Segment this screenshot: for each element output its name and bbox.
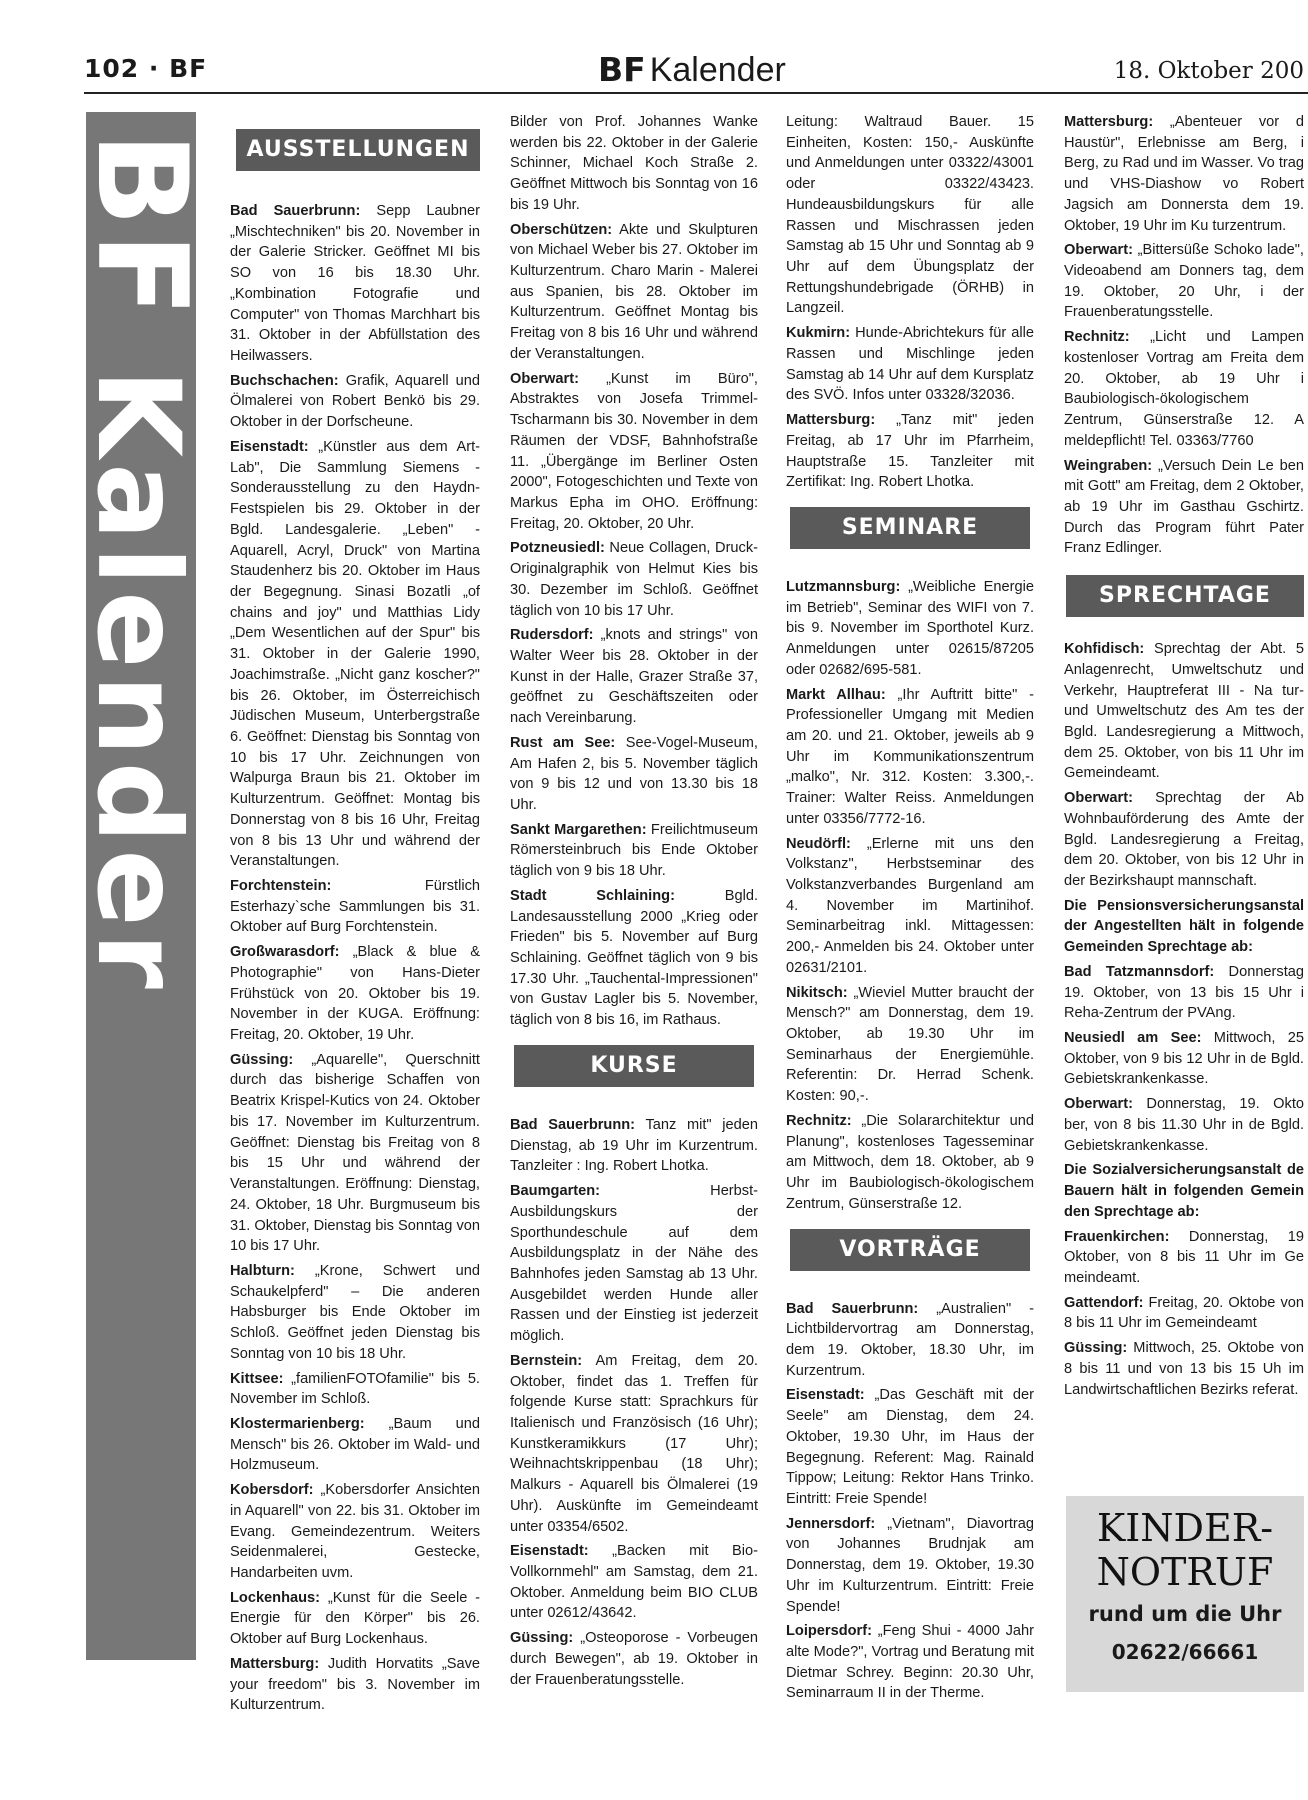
entry-place: Rudersdorf: <box>510 627 594 644</box>
entry-place: Güssing: <box>510 1630 574 1647</box>
entry-place: Loipersdorf: <box>786 1623 872 1640</box>
entry-place: Güssing: <box>230 1051 294 1068</box>
list-seminare <box>786 577 1034 1215</box>
section-title-text: Kalender <box>649 51 786 89</box>
ad-subline: rund um die Uhr <box>1088 1602 1282 1626</box>
entry-text: „Das Geschäft mit der Seele" am Dienstag, dem 24. Oktober, 19.30 Uhr, im Haus der Begegnung. Referent: Mag. Rainald Tippow; Leitung: Rektor Hans Trinko. Eintritt: Freie Spende! <box>786 1387 1034 1507</box>
list-item <box>1064 962 1304 1024</box>
entry-text: „Erlerne mit uns den Volkstanz", Herbstseminar des Volkstanzverbandes Burgenland am 4. November im Martinihof. Seminarbeitrag inkl. Mittagessen: 200,- Anmelden bis 24. Oktober unter 02631/2101. <box>786 835 1034 976</box>
entry-text: „Kunst im Büro", Abstraktes von Josefa Trimmel-Tscharmann bis 30. November in dem Räumen der VDSF, Bahnhofstraße 11. „Übergänge im Berliner Osten 2000", Fotogeschichten und Texte von Markus Epha im OHO. Eröffnung: Freitag, 20. Oktober, 20 Uhr. <box>510 370 758 532</box>
bf-logo: BF <box>598 50 646 89</box>
sidebar-banner <box>69 112 213 1660</box>
entry-text: „Bittersüße Schoko lade", Videoabend am Donners tag, dem 19. Oktober, 20 Uhr, i der Frauenberatungsstelle. <box>1064 242 1304 321</box>
list-item <box>230 1414 480 1476</box>
list-item <box>230 437 480 872</box>
entry-place: Großwarasdorf: <box>230 944 340 961</box>
entry-text: „Versuch Dein Le ben mit Gott" am Freitag, dem 2 Oktober, ab 19 Uhr im Gasthau Gschirtz. Durch das Program führt Pater Franz Edlinger. <box>1064 457 1304 557</box>
entry-place: Klostermarienberg: <box>230 1415 365 1432</box>
entry-text: Grafik, Aquarell und Ölmalerei von Robert Benkö bis 29. Oktober in der Dorfscheune. <box>230 372 480 431</box>
list-item <box>1064 1160 1304 1222</box>
entry-place: Lockenhaus: <box>230 1589 321 1606</box>
entry-text: Neue Collagen, Druck- Originalgraphik von Helmut Kies bis 30. Dezember im Schloß. Geöffnet täglich von 10 bis 17 Uhr. <box>510 540 758 619</box>
section-heading-vortraege: VORTRÄGE <box>790 1229 1030 1271</box>
entry-place: Halbturn: <box>230 1262 295 1279</box>
section-title <box>598 50 786 90</box>
sidebar-logo: BF <box>69 132 213 324</box>
list-ausstellungen <box>230 201 480 1716</box>
entry-text: „knots and strings" von Walter Weer bis 28. Oktober in der Kunst in der Halle, Grazer Straße 37, geöffnet zu Geschäftszeiten oder nach Vereinbarung. <box>510 627 758 727</box>
entry-text: „Tanz mit" jeden Freitag, ab 17 Uhr im Pfarrheim, Hauptstraße 15. Tanzleiter mit Zertifikat: Ing. Robert Lhotka. <box>786 412 1034 491</box>
section-heading-kurse: KURSE <box>514 1045 754 1087</box>
list-item <box>510 369 758 535</box>
list-item <box>510 820 758 882</box>
column-1 <box>230 125 480 1720</box>
issue-date: 18. Oktober 200 <box>1113 58 1304 84</box>
list-item <box>510 1115 758 1177</box>
column-4 <box>1064 112 1304 1404</box>
entry-text: „Backen mit Bio-Vollkornmehl" am Samstag, dem 21. Oktober. Anmeldung beim BIO CLUB unter 02612/43642. <box>510 1543 758 1622</box>
entry-place: Bad Sauerbrunn: <box>510 1116 636 1133</box>
entry-text: „Künstler aus dem Art-Lab", Die Sammlung Siemens - Sonderausstellung zu den Haydn-Festspielen bis 29. Oktober in der Bgld. Landesgalerie. „Leben" - Aquarell, Acryl, Druck" von Martina Staudenherz bis 20. Oktober im Haus der Begegnung. Sinasi Bozatli „of chains and joy" und Matthias Lidy „Dem Wesentlichen auf der Spur" bis 31. Oktober in der Galerie 1990, Joachimstraße. „Nicht ganz koscher?" bis 26. Oktober, im Österreichisch Jüdischen Museum, Unterbergstraße 6. Geöffnet: Dienstag bis Sonntag von 10 bis 17 Uhr. Zeichnungen von Walpurga Braun bis 21. Oktober im Kulturzentrum. Geöffnet: Montag bis Donnerstag von 8 bis 16 Uhr, Freitag von 8 bis 13 Uhr und während der Veranstaltungen. <box>230 438 480 870</box>
entry-text: Sepp Laubner „Mischtechniken" bis 20. November in der Galerie Stricker. Geöffnet MI bis SO von 16 bis 18.30 Uhr. „Kombination Fotografie und Computer" von Thomas Marchhart bis 31. Oktober in der Abfüllstation des Heilwassers. <box>230 203 480 365</box>
entry-place: Oberwart: <box>1064 242 1133 259</box>
list-item <box>510 1541 758 1624</box>
entry-text: „familienFOTOfamilie" bis 5. November im Schloß. <box>230 1370 480 1408</box>
entry-text: Sprechtag der Abt. 5 Anlagenrecht, Umweltschutz und Verkehr, Hauptreferat III - Na tur- und Umweltschutz des Am tes der Bgld. Landesregierung a Mittwoch, dem 25. Oktober, von bis 11 Uhr im Gemeindeamt. <box>1064 641 1304 782</box>
sidebar-word: Kalender <box>72 368 205 995</box>
list-item <box>510 220 758 365</box>
ad-phone: 02622/66661 <box>1111 1640 1259 1664</box>
list-ausstellungen-cont <box>510 112 758 1031</box>
list-item <box>1064 1227 1304 1289</box>
list-item <box>1064 327 1304 451</box>
list-item <box>230 201 480 367</box>
entry-place: Kobersdorf: <box>230 1482 314 1499</box>
entry-place: Gattendorf: <box>1064 1294 1144 1311</box>
entry-place: Rust am See: <box>510 734 616 751</box>
entry-place: Die Sozialversicherungsanstalt de Bauern hält in folgenden Gemein den Sprechtage ab: <box>1064 1162 1304 1220</box>
list-item <box>230 1050 480 1257</box>
list-item <box>1064 1338 1304 1400</box>
list-item <box>230 371 480 433</box>
ad-headline-1: KINDER- <box>1096 1506 1274 1550</box>
entry-text: Leitung: Waltraud Bauer. 15 Einheiten, Kosten: 150,- Auskünfte und Anmeldungen unter 03322/43001 oder 03322/43423. Hundeausbildungskurs für alle Rassen und Mischrassen jeden Samstag ab 15 Uhr und Sonntag ab 9 Uhr auf dem Übungsplatz der Rettungshundebrigade (ÖRHB) in Langzeil. <box>786 114 1034 317</box>
entry-text: „Weibliche Energie im Betrieb", Seminar des WIFI von 7. bis 9. November im Sporthotel Kurz. Anmeldungen unter 02615/87205 oder 02682/695-581. <box>786 578 1034 678</box>
entry-text: „Vietnam", Diavortrag von Johannes Brudnjak am Donnerstag, dem 19. Oktober, 19.30 Uhr im Kulturzentrum. Eintritt: Freie Spende! <box>786 1515 1034 1615</box>
column-2 <box>510 112 758 1694</box>
list-item <box>786 577 1034 681</box>
entry-place: Jennersdorf: <box>786 1515 876 1532</box>
column-3 <box>786 112 1034 1708</box>
entry-text: Donnerstag, 19 Oktober, von 8 bis 11 Uhr im Ge meindeamt. <box>1064 1228 1304 1286</box>
entry-place: Eisenstadt: <box>786 1387 865 1404</box>
entry-text: Akte und Skulpturen von Michael Weber bis 27. Oktober im Kulturzentrum. Charo Marin - Malerei aus Spanien, bis 28. Oktober im Kulturzentrum. Geöffnet Montag bis Freitag von 8 bis 16 Uhr und während der Veranstaltungen. <box>510 221 758 362</box>
entry-place: Oberschützen: <box>510 221 613 238</box>
entry-place: Markt Allhau: <box>786 686 886 703</box>
entry-place: Eisenstadt: <box>510 1543 589 1560</box>
entry-text: Freilichtmuseum Römersteinbruch bis Ende Oktober täglich von 9 bis 18 Uhr. <box>510 821 758 880</box>
list-vortraege <box>786 1299 1034 1705</box>
list-item <box>1064 1028 1304 1090</box>
entry-text: See-Vogel-Museum, Am Hafen 2, bis 5. November täglich von 9 bis 12 und von 13.30 bis 18 Uhr. <box>510 734 758 813</box>
list-item <box>510 538 758 621</box>
entry-place: Neudörfl: <box>786 835 851 852</box>
entry-text: „Baum und Mensch" bis 26. Oktober im Wald- und Holzmuseum. <box>230 1415 480 1474</box>
list-item <box>230 1369 480 1410</box>
entry-place: Oberwart: <box>510 370 579 387</box>
list-kurse <box>510 1115 758 1690</box>
entry-place: Kittsee: <box>230 1370 284 1387</box>
section-heading-seminare: SEMINARE <box>790 507 1030 549</box>
list-item <box>786 834 1034 979</box>
list-item <box>510 112 758 216</box>
entry-place: Neusiedl am See: <box>1064 1030 1202 1047</box>
list-item <box>786 323 1034 406</box>
list-item <box>510 886 758 1031</box>
list-item <box>510 1181 758 1347</box>
entry-text: „Kunst für die Seele - Energie für den Körper" bis 26. Oktober auf Burg Lockenhaus. <box>230 1589 480 1648</box>
entry-text: Bilder von Prof. Johannes Wanke werden bis 22. Oktober in der Galerie Schinner, Michael Koch Straße 2. Geöffnet Mittwoch bis Sonntag von 16 bis 19 Uhr. <box>510 114 758 213</box>
list-item <box>1064 1094 1304 1156</box>
entry-text: „Australien" - Lichtbildervortrag am Donnerstag, dem 19. Oktober, 18.30 Uhr, im Kurzentrum. <box>786 1300 1035 1379</box>
entry-text: „Black & blue & Photographie" von Hans-Dieter Frühstück von 20. Oktober bis 19. November in der KUGA. Eröffnung: Freitag, 20. Oktober, 19 Uhr. <box>230 944 480 1044</box>
entry-place: Bad Tatzmannsdorf: <box>1064 963 1215 980</box>
entry-text: Bgld. Landesausstellung 2000 „Krieg oder Frieden" bis 5. November auf Burg Schlaining. Geöffnet täglich von 9 bis 17.30 Uhr. „Tauchental-Impressionen" von Gustav Lagler bis 5. November, täglich von 8 bis 16, im Rathaus. <box>510 887 758 1029</box>
entry-place: Mattersburg: <box>1064 114 1154 130</box>
list-item <box>786 112 1034 319</box>
entry-place: Die Pensionsversicherungsanstal der Angestellten hält in folgende Gemeinden Sprechtage ab: <box>1064 897 1304 956</box>
entry-place: Kukmirn: <box>786 325 851 342</box>
entry-text: „Abenteuer vor d Haustür", Erlebnisse am Berg, i Berg, zu Rad und im Wasser. Vo trag und VHS-Diashow vo Robert Jagsich am Donnersta dem 19. Oktober, 19 Uhr im Ku turzentrum. <box>1064 114 1304 234</box>
entry-place: Rechnitz: <box>1064 329 1130 346</box>
list-item <box>786 1385 1034 1509</box>
section-heading-ausstellungen: AUSSTELLUNGEN <box>236 129 480 171</box>
section-heading-sprechtage: SPRECHTAGE <box>1066 575 1304 617</box>
entry-text: Donnerstag 19. Oktober, von 13 bis 15 Uhr i Reha-Zentrum der PVAng. <box>1064 963 1304 1022</box>
entry-place: Weingraben: <box>1064 457 1153 474</box>
entry-place: Stadt Schlaining: <box>510 887 675 904</box>
list-item <box>510 625 758 729</box>
entry-text: Am Freitag, dem 20. Oktober, findet das 1. Treffen für folgende Kurse statt: Sprachkurs für Italienisch und Französisch (16 Uhr); Kunstkeramikkurs (17 Uhr); Weihnachtskrippenbau (18 Uhr); Malkurs - Aquarell bis Ölmalerei (19 Uhr). Auskünfte im Gemeindeamt unter 03354/6502. <box>510 1352 758 1535</box>
entry-text: „Kobersdorfer Ansichten in Aquarell" von 22. bis 31. Oktober im Evang. Gemeindezentrum. Weiters Seidenmalerei, Gestecke, Handarbeiten uvm. <box>230 1482 480 1581</box>
list-item <box>1064 788 1304 892</box>
entry-place: Mattersburg: <box>230 1655 320 1672</box>
entry-text: Fürstlich Esterhazy`sche Sammlungen bis 31. Oktober auf Burg Forchtenstein. <box>230 878 480 936</box>
entry-text: „Feng Shui - 4000 Jahr alte Mode?", Vortrag und Beratung mit Dietmar Schrey. Beginn: 20.30 Uhr, Seminarraum II in der Therme. <box>786 1623 1034 1702</box>
entry-text: Judith Horvatits „Save your freedom" bis 3. November im Kulturzentrum. <box>230 1655 480 1714</box>
entry-place: Frauenkirchen: <box>1064 1228 1170 1245</box>
header-rule <box>84 92 1308 94</box>
entry-text: „Licht und Lampen kostenloser Vortrag am Freita dem 20. Oktober, ab 19 Uhr i Baubiologisch-ökologischem Zentrum, Günserstraße 12. A meldepflicht! Tel. 03363/7760 <box>1064 329 1304 449</box>
list-item <box>786 1621 1034 1704</box>
entry-text: Sprechtag der Ab Wohnbauförderung des Amte der Bgld. Landesregierung a Freitag, dem 20. Oktober, von bis 12 Uhr in der Bezirkshaupt mannschaft. <box>1064 790 1304 889</box>
list-item <box>510 733 758 816</box>
list-item <box>230 876 480 938</box>
entry-text: „Ihr Auftritt bitte" - Professioneller Umgang mit Medien am 20. und 21. Oktober, jeweils ab 9 Uhr im Kommunikationszentrum „malko", Nr. 312. Kosten: 3.300,-. Trainer: Walter Reiss. Anmeldungen unter 03356/7772-16. <box>786 686 1034 827</box>
list-item <box>230 1654 480 1716</box>
entry-place: Bad Sauerbrunn: <box>786 1300 919 1317</box>
entry-place: Bernstein: <box>510 1352 583 1369</box>
list-item <box>1064 112 1304 236</box>
list-kurse-cont <box>786 112 1034 493</box>
list-sprechtage <box>1064 639 1304 1400</box>
page-header <box>84 44 1304 94</box>
list-item <box>786 410 1034 493</box>
sidebar-banner-text <box>69 132 213 995</box>
entry-text: Hunde-Abrichtekurs für alle Rassen und Mischlinge jeden Samstag ab 14 Uhr auf dem Kursplatz des SVÖ. Infos unter 03328/32036. <box>786 325 1034 404</box>
list-item <box>1064 456 1304 560</box>
list-item <box>1064 240 1304 323</box>
list-item <box>1064 896 1304 958</box>
entry-place: Güssing: <box>1064 1340 1128 1357</box>
list-item <box>230 1261 480 1365</box>
entry-text: Donnerstag, 19. Okto ber, von 8 bis 11.30 Uhr in de Bgld. Gebietskrankenkasse. <box>1064 1096 1304 1154</box>
list-item <box>786 1514 1034 1618</box>
entry-text: „Wieviel Mutter braucht der Mensch?" am Donnerstag, dem 19. Oktober, ab 19.30 Uhr im Seminarhaus der Energiemühle. Referentin: Dr. Herrad Schenk. Kosten: 90,-. <box>786 984 1034 1105</box>
entry-place: Mattersburg: <box>786 412 876 429</box>
page-number: 102 · BF <box>84 54 208 83</box>
list-item <box>230 1480 480 1584</box>
entry-text: Tanz mit" jeden Dienstag, ab 19 Uhr im Kurzentrum. Tanzleiter : Ing. Robert Lhotka. <box>510 1116 758 1175</box>
entry-place: Nikitsch: <box>786 984 848 1001</box>
entry-text: Freitag, 20. Oktobe von 8 bis 11 Uhr im Gemeindeamt <box>1064 1294 1304 1332</box>
entry-place: Rechnitz: <box>786 1112 852 1129</box>
list-item <box>1064 1293 1304 1334</box>
list-item <box>786 1299 1034 1382</box>
entry-text: Herbst-Ausbildungskurs der Sporthundeschule auf dem Ausbildungsplatz in der Nähe des Bahnhofes jeden Samstag ab 13 Uhr. Ausgebildet werden Hunde aller Rassen und der Einstieg ist jederzeit möglich. <box>510 1183 758 1345</box>
entry-text: „Die Solararchitektur und Planung", kostenloses Tagesseminar am Mittwoch, dem 18. Oktober, ab 9 Uhr im Baubiologisch-ökologischem Zentrum, Günserstraße 12. <box>786 1112 1034 1212</box>
entry-text: „Osteoporose - Vorbeugen durch Bewegen", ab 19. Oktober in der Frauenberatungsstelle. <box>510 1630 758 1688</box>
entry-place: Forchtenstein: <box>230 878 332 894</box>
entry-place: Baumgarten: <box>510 1183 601 1200</box>
entry-place: Bad Sauerbrunn: <box>230 203 361 219</box>
list-vortraege-cont <box>1064 112 1304 559</box>
list-item <box>510 1351 758 1537</box>
list-item <box>786 1111 1034 1215</box>
list-item <box>786 685 1034 830</box>
entry-text: Mittwoch, 25. Oktobe von 8 bis 11 und von 13 bis 15 Uh im Landwirtschaftlichen Bezirks referat. <box>1064 1340 1304 1398</box>
entry-place: Buchschachen: <box>230 372 339 389</box>
ad-headline-2: NOTRUF <box>1096 1550 1274 1594</box>
entry-place: Kohfidisch: <box>1064 641 1145 658</box>
entry-place: Sankt Margarethen: <box>510 821 647 838</box>
entry-place: Lutzmannsburg: <box>786 578 901 595</box>
entry-place: Eisenstadt: <box>230 438 309 455</box>
kindernotruf-ad <box>1066 1496 1304 1692</box>
entry-text: „Krone, Schwert und Schaukelpferd" – Die anderen Habsburger bis Ende Oktober im Schloß. Geöffnet jeden Dienstag bis Sonntag von 10 bis 18 Uhr. <box>230 1262 480 1362</box>
list-item <box>510 1628 758 1690</box>
list-item <box>786 983 1034 1107</box>
list-item <box>1064 639 1304 784</box>
entry-place: Oberwart: <box>1064 1096 1133 1113</box>
entry-place: Potzneusiedl: <box>510 540 605 557</box>
list-item <box>230 1588 480 1650</box>
entry-place: Oberwart: <box>1064 790 1133 807</box>
entry-text: „Aquarelle", Querschnitt durch das bisherige Schaffen von Beatrix Krispel-Kutics von 24. Oktober bis 17. November im Kulturzentrum. Geöffnet: Dienstag bis Freitag von 8 bis 15 Uhr und während der Veranstaltungen. Eröffnung: Dienstag, 24. Oktober, 18 Uhr. Burgmuseum bis 31. Oktober, Dienstag bis Sonntag von 10 bis 17 Uhr. <box>230 1051 480 1255</box>
list-item <box>230 942 480 1046</box>
entry-text: Mittwoch, 25 Oktober, von 9 bis 12 Uhr in de Bgld. Gebietskrankenkasse. <box>1064 1030 1304 1088</box>
